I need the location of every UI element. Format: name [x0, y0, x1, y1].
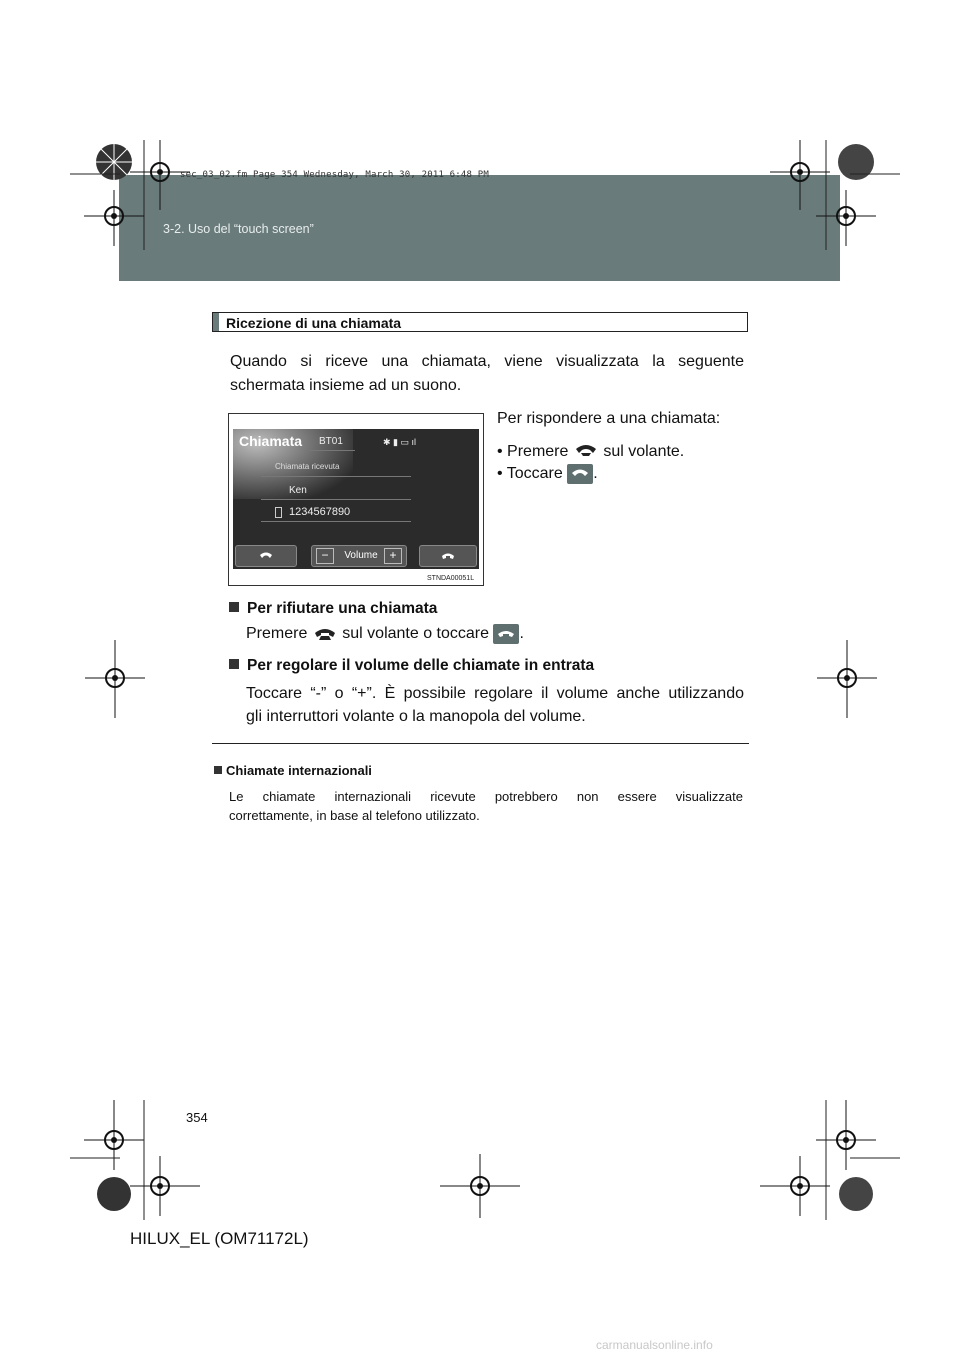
steering-phone-hangup-icon	[312, 625, 338, 643]
intro-line-2: schermata insieme ad un suono.	[230, 377, 462, 394]
call-screen-illustration	[228, 413, 484, 586]
caller-number: 1234567890	[289, 506, 351, 518]
status-icons: ✱ ▮ ▭ ıl	[383, 437, 416, 447]
registration-mark-top-left	[70, 110, 220, 250]
volume-heading: Per regolare il volume delle chiamate in entrata	[229, 657, 594, 675]
registration-mark-bottom-center	[440, 1150, 520, 1220]
screen-device: BT01	[319, 436, 343, 447]
square-bullet-icon	[214, 766, 222, 774]
reject-button-icon	[493, 624, 519, 644]
file-stamp: sec_03_02.fm Page 354 Wednesday, March 30, 2011 6:48 PM	[180, 170, 490, 180]
reject-text: Premere sul volante o toccare .	[246, 625, 524, 642]
intro-line-1: Quando si riceve una chiamata, viene visualizzata la seguente	[230, 353, 744, 370]
screen-subtitle: Chiamata ricevuta	[275, 462, 340, 471]
mobile-phone-icon	[275, 507, 282, 518]
section-title-box	[212, 312, 748, 332]
volume-line-1: Toccare “-” o “+”. È possibile regolare il volume anche utilizzando	[246, 685, 744, 702]
volume-label: Volume	[344, 550, 378, 561]
note-heading: Chiamate internazionali	[214, 763, 372, 778]
registration-mark-mid-right	[812, 640, 882, 720]
square-bullet-icon	[229, 659, 239, 669]
answer-button[interactable]	[235, 545, 297, 567]
note-line-2: correttamente, in base al telefono utilizzato.	[229, 808, 480, 823]
registration-mark-top-right	[750, 110, 900, 250]
section-title-accent	[213, 313, 219, 331]
answer-heading: Per rispondere a una chiamata:	[497, 410, 721, 427]
section-title: Ricezione di una chiamata	[226, 315, 402, 331]
illustration-code: STNDA00051L	[427, 575, 475, 582]
answer-bullet-2: • Toccare .	[497, 465, 598, 482]
square-bullet-icon	[229, 602, 239, 612]
screen-title: Chiamata	[239, 433, 303, 449]
note-separator	[212, 743, 749, 744]
document-code: HILUX_EL (OM71172L)	[130, 1229, 309, 1248]
volume-line-2: gli interruttori volante o la manopola del volume.	[246, 708, 586, 725]
registration-mark-mid-left	[80, 640, 150, 720]
note-line-1: Le chiamate internazionali ricevute potrebbero non essere visualizzate	[229, 789, 743, 804]
phone-hangup-icon	[441, 551, 455, 561]
answer-button-icon	[567, 464, 593, 484]
touch-screen	[233, 429, 479, 569]
volume-control	[311, 545, 407, 567]
caller-name: Ken	[289, 485, 307, 496]
phone-answer-icon	[259, 551, 273, 561]
registration-mark-bottom-right	[750, 1100, 900, 1230]
page-number: 354	[186, 1110, 208, 1125]
reject-heading: Per rifiutare una chiamata	[229, 600, 437, 618]
steering-phone-answer-icon	[573, 443, 599, 461]
volume-plus-button[interactable]: +	[384, 548, 402, 564]
watermark: carmanualsonline.info	[596, 1338, 713, 1352]
answer-bullet-1: • Premere sul volante.	[497, 443, 685, 460]
reject-button[interactable]	[419, 545, 477, 567]
volume-minus-button[interactable]: −	[316, 548, 334, 564]
section-path: 3-2. Uso del “touch screen”	[163, 222, 314, 236]
